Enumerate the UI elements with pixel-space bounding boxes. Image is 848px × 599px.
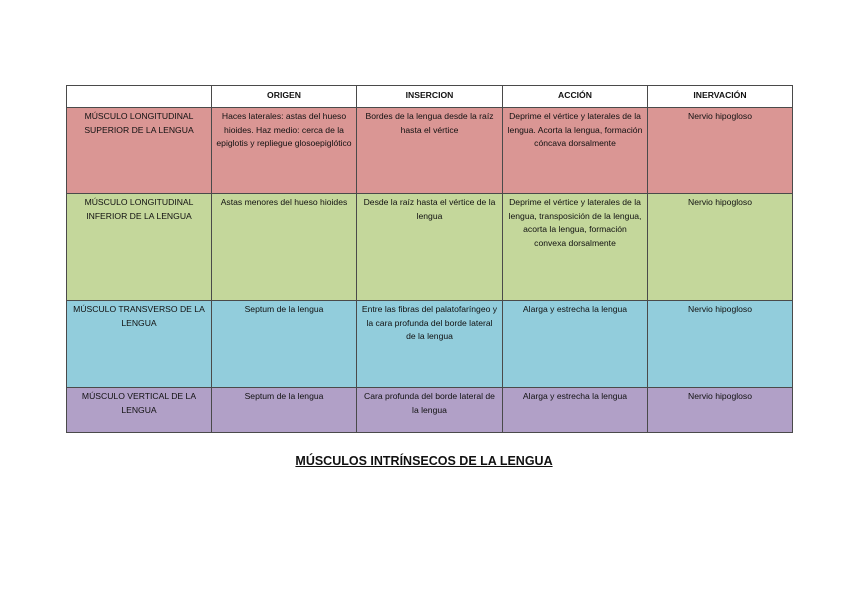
- header-cell-inervacion: INERVACIÓN: [648, 86, 793, 108]
- accion-cell: Alarga y estrecha la lengua: [503, 388, 648, 433]
- page-title: MÚSCULOS INTRÍNSECOS DE LA LENGUA: [295, 454, 553, 468]
- inervacion-cell: Nervio hipogloso: [648, 301, 793, 388]
- muscle-name-cell: MÚSCULO LONGITUDINAL SUPERIOR DE LA LENGUA: [67, 108, 212, 194]
- inervacion-cell: Nervio hipogloso: [648, 194, 793, 301]
- muscles-table: [66, 85, 793, 433]
- accion-cell: Deprime el vértice y laterales de la lengua. Acorta la lengua, formación cóncava dorsalmente: [503, 108, 648, 194]
- origen-cell: Astas menores del hueso hioides: [212, 194, 357, 301]
- header-cell-empty: [67, 86, 212, 108]
- inervacion-cell: Nervio hipogloso: [648, 108, 793, 194]
- muscle-name-cell: MÚSCULO LONGITUDINAL INFERIOR DE LA LENGUA: [67, 194, 212, 301]
- insercion-cell: Bordes de la lengua desde la raíz hasta el vértice: [357, 108, 503, 194]
- muscle-name-cell: MÚSCULO VERTICAL DE LA LENGUA: [67, 388, 212, 433]
- table-row: [67, 301, 793, 388]
- accion-cell: Deprime el vértice y laterales de la lengua, transposición de la lengua, acorta la lengua, formación convexa dorsalmente: [503, 194, 648, 301]
- insercion-cell: Cara profunda del borde lateral de la lengua: [357, 388, 503, 433]
- header-cell-insercion: INSERCION: [357, 86, 503, 108]
- origen-cell: Septum de la lengua: [212, 301, 357, 388]
- header-cell-accion: ACCIÓN: [503, 86, 648, 108]
- insercion-cell: Desde la raíz hasta el vértice de la lengua: [357, 194, 503, 301]
- insercion-cell: Entre las fibras del palatofaríngeo y la cara profunda del borde lateral de la lengua: [357, 301, 503, 388]
- muscle-name-cell: MÚSCULO TRANSVERSO DE LA LENGUA: [67, 301, 212, 388]
- inervacion-cell: Nervio hipogloso: [648, 388, 793, 433]
- header-cell-origen: ORIGEN: [212, 86, 357, 108]
- table-row: [67, 108, 793, 194]
- table-row: [67, 194, 793, 301]
- header-row: [67, 86, 793, 108]
- table-row: [67, 388, 793, 433]
- origen-cell: Haces laterales: astas del hueso hioides. Haz medio: cerca de la epiglotis y repliegue glosoepiglótico: [212, 108, 357, 194]
- origen-cell: Septum de la lengua: [212, 388, 357, 433]
- accion-cell: Alarga y estrecha la lengua: [503, 301, 648, 388]
